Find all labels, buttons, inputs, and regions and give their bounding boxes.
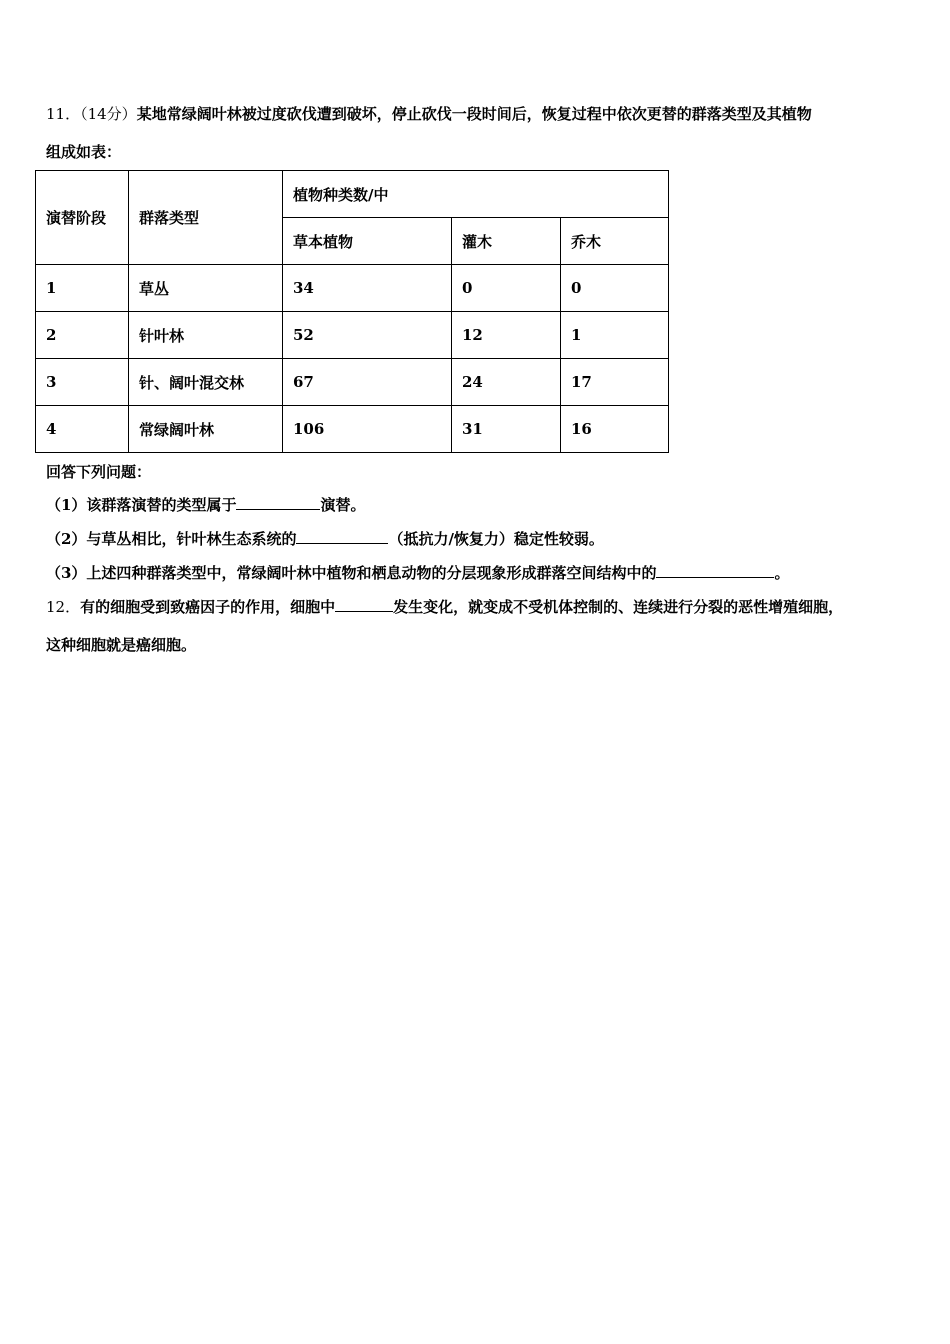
q12-text-part2: 发生变化，就变成不受机体控制的、连续进行分裂的恶性增殖细胞， bbox=[393, 598, 844, 616]
s3-text-before: （3）上述四种群落类型中，常绿阔叶林中植物和栖息动物的分层现象形成群落空间结构中的 bbox=[46, 564, 657, 582]
species-table bbox=[35, 170, 669, 453]
subquestion-1 bbox=[46, 494, 365, 515]
table-row bbox=[36, 312, 669, 359]
cell-stage: 4 bbox=[36, 406, 129, 453]
cell-tree: 0 bbox=[561, 265, 669, 312]
cell-tree: 16 bbox=[561, 406, 669, 453]
q12-number: 12． bbox=[46, 598, 81, 616]
q11-stem-line2: 组成如表： bbox=[46, 143, 122, 161]
cell-tree: 1 bbox=[561, 312, 669, 359]
cell-herb: 34 bbox=[283, 265, 452, 312]
s1-text-after: 演替。 bbox=[320, 496, 366, 514]
cell-stage: 2 bbox=[36, 312, 129, 359]
cell-type: 针叶林 bbox=[129, 312, 283, 359]
header-tree: 乔木 bbox=[561, 218, 669, 265]
cell-shrub: 12 bbox=[452, 312, 561, 359]
s3-text-after: 。 bbox=[774, 564, 790, 582]
q12-text-part1: 有的细胞受到致癌因子的作用，细胞中 bbox=[80, 598, 336, 616]
subquestion-2 bbox=[46, 528, 604, 549]
s1-text-before: （1）该群落演替的类型属于 bbox=[46, 496, 237, 514]
cell-stage: 3 bbox=[36, 359, 129, 406]
header-species-group: 植物种类数/中 bbox=[283, 171, 669, 218]
header-herb: 草本植物 bbox=[283, 218, 452, 265]
subquestion-3 bbox=[46, 562, 789, 583]
q12-line1 bbox=[46, 596, 843, 617]
table-row bbox=[36, 265, 669, 312]
cell-stage: 1 bbox=[36, 265, 129, 312]
s2-text-after: （抵抗力/恢复力）稳定性较弱。 bbox=[388, 530, 604, 548]
answer-blank-1[interactable] bbox=[236, 495, 320, 510]
header-type: 群落类型 bbox=[129, 171, 283, 265]
cell-type: 常绿阔叶林 bbox=[129, 406, 283, 453]
cell-type: 草丛 bbox=[129, 265, 283, 312]
answer-blank-3[interactable] bbox=[656, 563, 774, 578]
answer-prompt: 回答下列问题： bbox=[46, 463, 152, 481]
cell-tree: 17 bbox=[561, 359, 669, 406]
cell-herb: 106 bbox=[283, 406, 452, 453]
answer-blank-2[interactable] bbox=[296, 529, 388, 544]
cell-herb: 67 bbox=[283, 359, 452, 406]
table-row bbox=[36, 406, 669, 453]
table-header-row bbox=[36, 171, 669, 218]
table-row bbox=[36, 359, 669, 406]
header-stage: 演替阶段 bbox=[36, 171, 129, 265]
header-shrub: 灌木 bbox=[452, 218, 561, 265]
q11-number: 11． bbox=[46, 105, 81, 123]
cell-shrub: 24 bbox=[452, 359, 561, 406]
q11-stem-text: 某地常绿阔叶林被过度砍伐遭到破坏，停止砍伐一段时间后，恢复过程中依次更替的群落类型及其植物 bbox=[136, 105, 812, 123]
answer-blank-q12[interactable] bbox=[335, 597, 393, 612]
cell-type: 针、阔叶混交林 bbox=[129, 359, 283, 406]
q12-line2: 这种细胞就是癌细胞。 bbox=[46, 636, 197, 654]
q11-score: （14分） bbox=[80, 105, 137, 123]
cell-herb: 52 bbox=[283, 312, 452, 359]
cell-shrub: 31 bbox=[452, 406, 561, 453]
q11-stem-line1 bbox=[46, 103, 812, 124]
cell-shrub: 0 bbox=[452, 265, 561, 312]
s2-text-before: （2）与草丛相比，针叶林生态系统的 bbox=[46, 530, 297, 548]
